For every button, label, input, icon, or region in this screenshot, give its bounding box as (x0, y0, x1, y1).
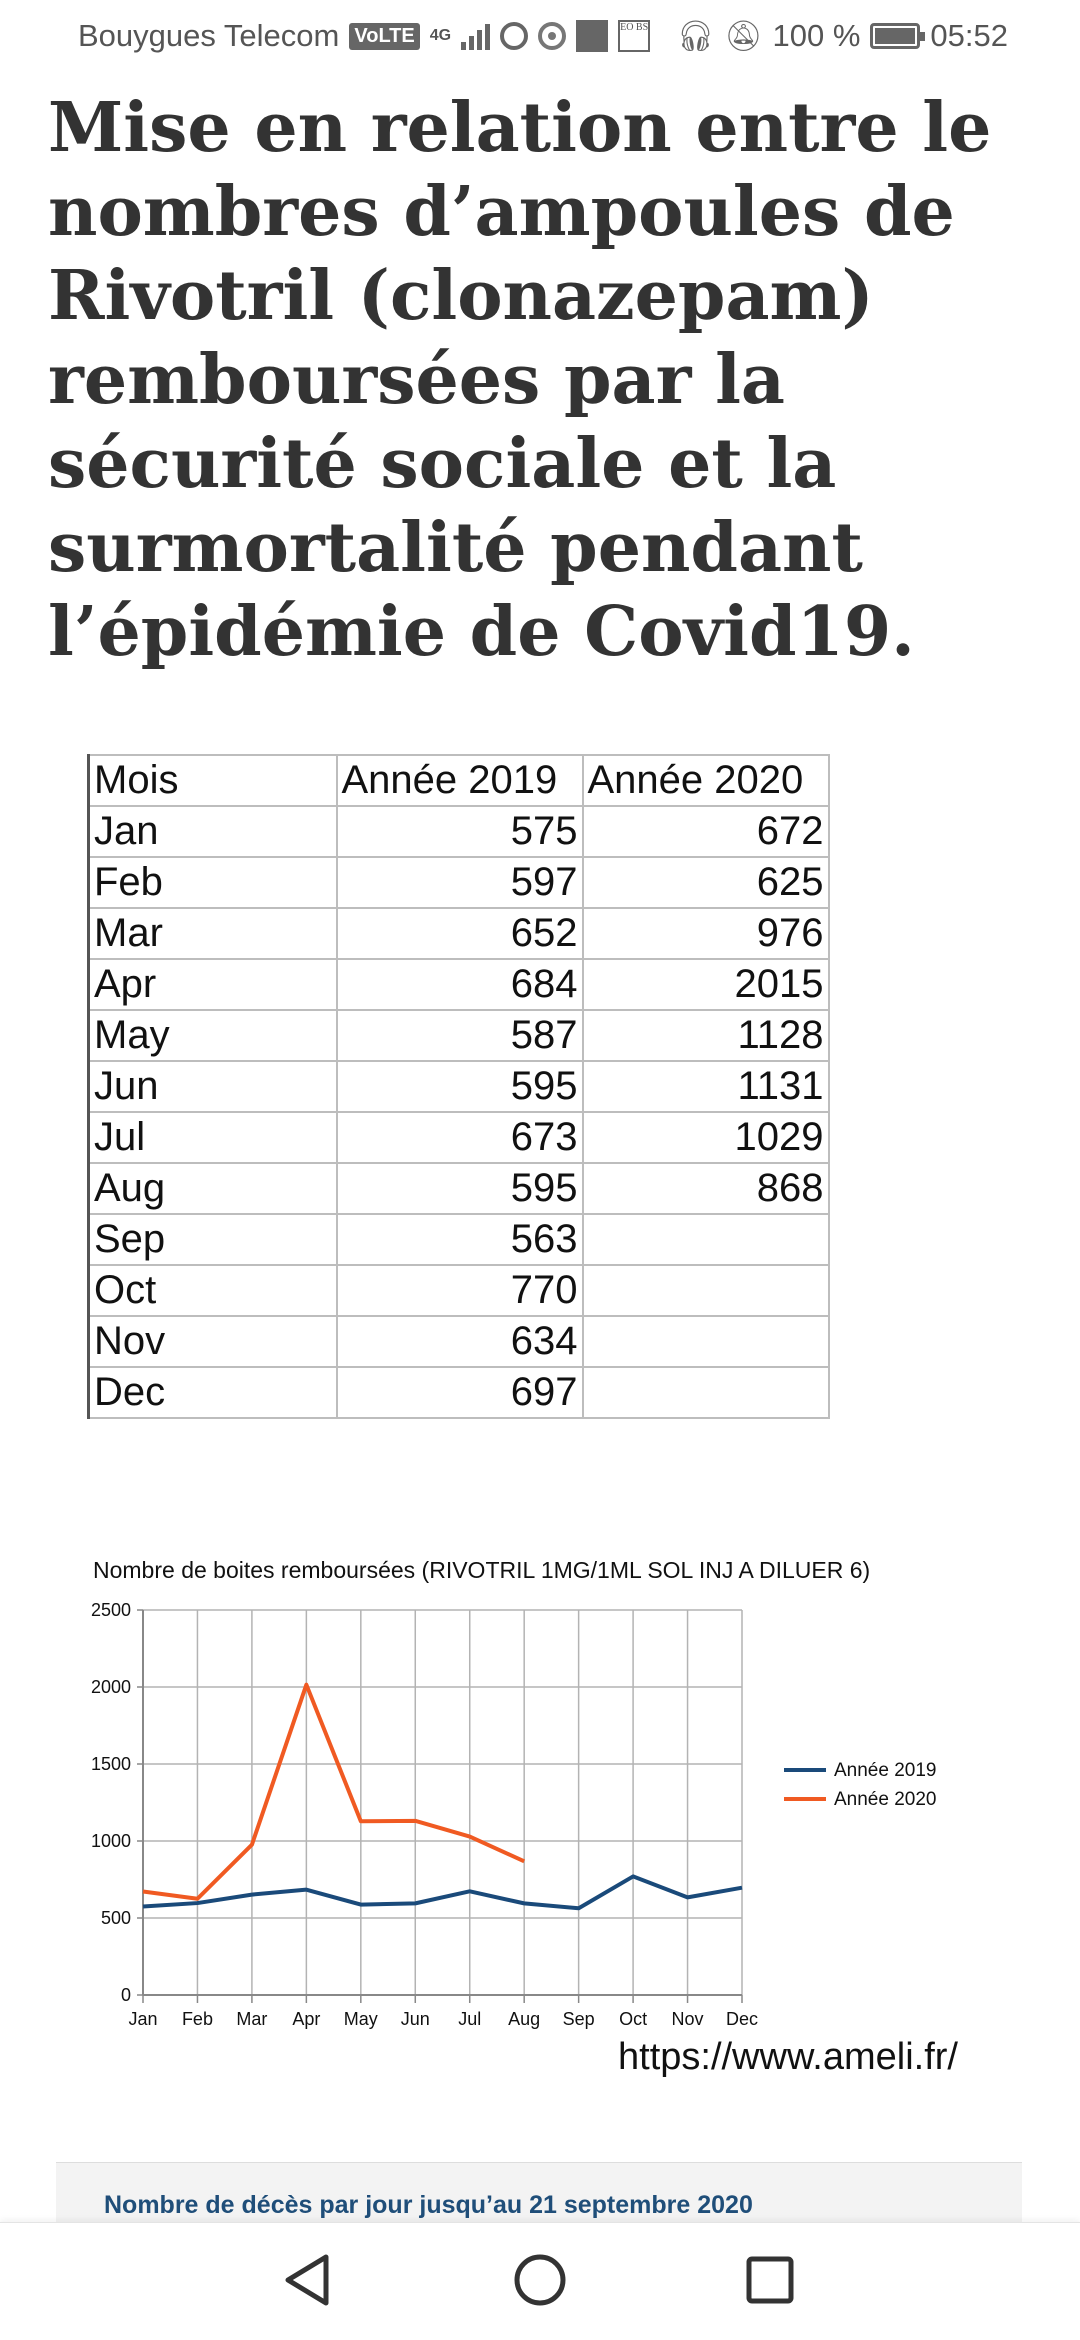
x-tick-label: Feb (181, 2009, 213, 2029)
table-cell-2020: 1131 (583, 1061, 829, 1112)
y-tick-label: 500 (100, 1908, 131, 1928)
x-tick-label: Dec (725, 2009, 759, 2029)
table-cell-2019: 673 (337, 1112, 583, 1163)
table-header-row (89, 755, 829, 806)
table-cell-month: Jul (89, 1112, 337, 1163)
table-cell-month: Sep (89, 1214, 337, 1265)
x-tick-label: Mar (236, 2009, 268, 2029)
battery-icon (870, 23, 920, 49)
table-row (89, 806, 829, 857)
table-cell-2020 (583, 1367, 829, 1418)
y-tick-label: 2000 (90, 1677, 131, 1697)
x-tick-label: Nov (671, 2009, 704, 2029)
table-cell-2019: 770 (337, 1265, 583, 1316)
x-tick-label: Jan (128, 2009, 158, 2029)
table-cell-month: Jun (89, 1061, 337, 1112)
x-tick-label: May (343, 2009, 378, 2029)
table-cell-month: Feb (89, 857, 337, 908)
table-row (89, 1214, 829, 1265)
table-cell-2019: 697 (337, 1367, 583, 1418)
chart-title: Nombre de boites remboursées (RIVOTRIL 1MG/1ML SOL INJ A DILUER 6) (93, 1557, 871, 1583)
article-title: Mise en relation entre le nombres d’ampoules de Rivotril (clonazepam) remboursées par la sécurité sociale et la surmortalité pendant l’épidémie de Covid19. (48, 88, 992, 672)
table-cell-month: Jan (89, 806, 337, 857)
table-cell-month: May (89, 1010, 337, 1061)
table-row (89, 1112, 829, 1163)
legend-label: Année 2019 (834, 1760, 937, 1781)
y-tick-label: 0 (120, 1985, 131, 2005)
table-row (89, 1010, 829, 1061)
status-left (78, 18, 650, 54)
y-tick-label: 1000 (90, 1831, 131, 1851)
home-button[interactable] (505, 2245, 575, 2315)
table-cell-2020: 868 (583, 1163, 829, 1214)
x-tick-label: Apr (292, 2009, 321, 2029)
signal-icon (461, 22, 490, 50)
data-table (87, 754, 830, 1419)
table-header-2019: Année 2019 (337, 755, 583, 806)
table-cell-month: Mar (89, 908, 337, 959)
next-section-title: Nombre de décès par jour jusqu’au 21 septembre 2020 (104, 2191, 753, 2219)
series-line-2020 (143, 1685, 524, 1899)
source-link[interactable]: https://www.ameli.fr/ (618, 2036, 958, 2078)
x-tick-label: Aug (508, 2009, 541, 2029)
volte-icon: VoLTE (349, 23, 419, 50)
table-cell-2020 (583, 1265, 829, 1316)
table-row (89, 1367, 829, 1418)
table-row (89, 1316, 829, 1367)
table-cell-month: Oct (89, 1265, 337, 1316)
carrier-name: Bouygues Telecom (78, 18, 340, 53)
series-line-2019 (143, 1876, 742, 1908)
x-tick-label: Jul (458, 2009, 482, 2029)
table-row (89, 1265, 829, 1316)
recents-square-icon (745, 2255, 795, 2305)
x-tick-label: Sep (562, 2009, 595, 2029)
x-tick-label: Oct (619, 2009, 648, 2029)
table-header-month: Mois (89, 755, 337, 806)
bell-off-icon: 🔕︎ (724, 19, 763, 53)
table-cell-2020: 1029 (583, 1112, 829, 1163)
y-tick-label: 2500 (90, 1600, 131, 1620)
y-tick-label: 1500 (90, 1754, 131, 1774)
sync-icon (500, 22, 528, 50)
home-circle-icon (512, 2252, 568, 2308)
navigation-bar (0, 2222, 1080, 2340)
table-cell-2020: 2015 (583, 959, 829, 1010)
table-cell-2019: 563 (337, 1214, 583, 1265)
table-cell-month: Dec (89, 1367, 337, 1418)
table-cell-2020 (583, 1316, 829, 1367)
battery-percent: 100 % (772, 18, 861, 53)
headphones-icon: 🎧︎ (676, 19, 715, 53)
image-notification-icon (576, 20, 608, 52)
table-cell-month: Nov (89, 1316, 337, 1367)
clock: 05:52 (930, 18, 1008, 53)
table-cell-2020 (583, 1214, 829, 1265)
table-cell-2020: 1128 (583, 1010, 829, 1061)
table-cell-2019: 575 (337, 806, 583, 857)
legend-label: Année 2020 (834, 1789, 937, 1810)
table-cell-2019: 595 (337, 1163, 583, 1214)
table-header-2020: Année 2020 (583, 755, 829, 806)
status-bar (0, 0, 1080, 72)
table-cell-month: Apr (89, 959, 337, 1010)
x-tick-label: Jun (400, 2009, 430, 2029)
table-cell-month: Aug (89, 1163, 337, 1214)
table-row (89, 908, 829, 959)
news-app-icon: EO BS (618, 20, 650, 52)
recents-button[interactable] (735, 2245, 805, 2315)
table-row (89, 959, 829, 1010)
table-cell-2019: 597 (337, 857, 583, 908)
line-chart (0, 1540, 1080, 2080)
table-cell-2019: 652 (337, 908, 583, 959)
network-type: 4G (429, 27, 452, 44)
table-cell-2020: 672 (583, 806, 829, 857)
table-cell-2019: 587 (337, 1010, 583, 1061)
chart-svg (0, 1540, 1080, 2080)
chrome-icon (538, 22, 566, 50)
table-cell-2019: 684 (337, 959, 583, 1010)
table-body (89, 806, 829, 1418)
table-cell-2019: 634 (337, 1316, 583, 1367)
table-cell-2020: 625 (583, 857, 829, 908)
status-right (676, 18, 1008, 54)
back-triangle-icon (282, 2253, 332, 2307)
table-cell-2019: 595 (337, 1061, 583, 1112)
table-row (89, 857, 829, 908)
table-row (89, 1061, 829, 1112)
back-button[interactable] (272, 2245, 342, 2315)
table-row (89, 1163, 829, 1214)
table-cell-2020: 976 (583, 908, 829, 959)
